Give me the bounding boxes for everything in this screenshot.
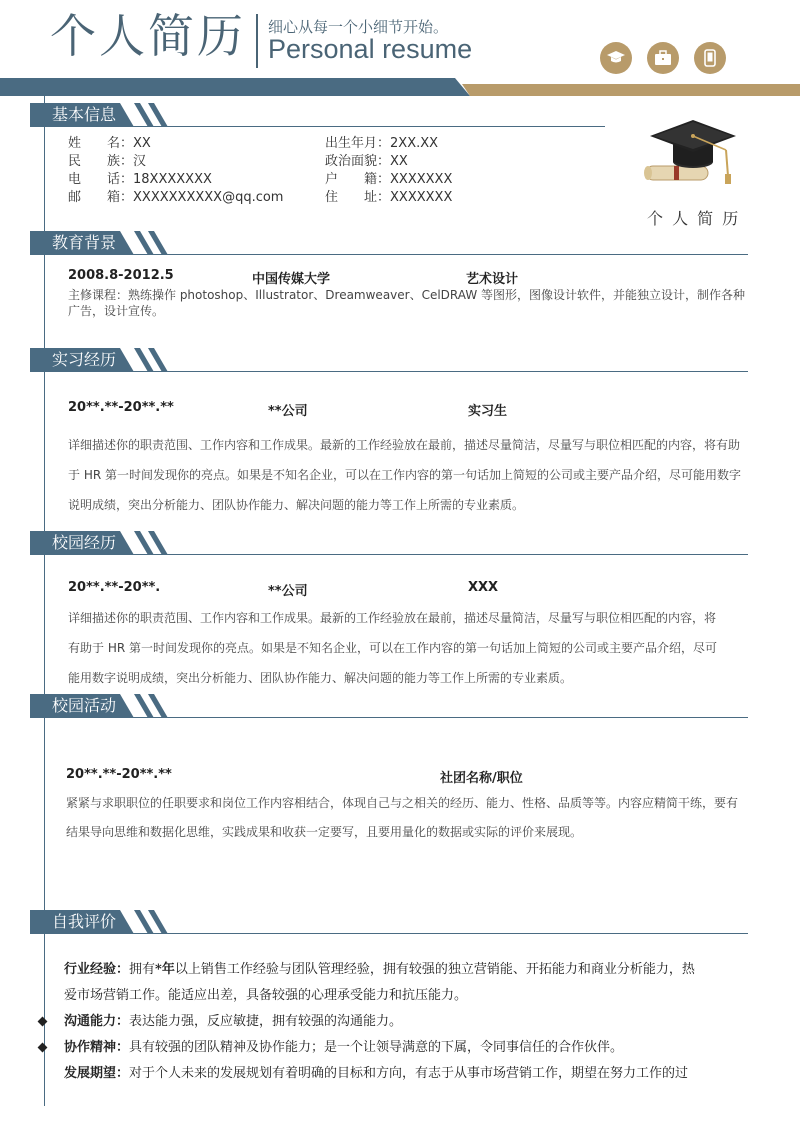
section-header-basic: 基本信息 bbox=[30, 103, 170, 127]
internship-date: 20**.**-20**.** bbox=[68, 400, 174, 415]
campus-company: **公司 bbox=[268, 584, 308, 599]
campus-role: XXX bbox=[468, 580, 499, 595]
title-divider bbox=[256, 14, 258, 68]
activity-role: 社团名称/职位 bbox=[440, 771, 523, 786]
header-band bbox=[0, 78, 470, 96]
self-item-experience: 行业经验：拥有*年以上销售工作经验与团队管理经验，拥有较强的独立营销能、开拓能力和商业分析能力，热 bbox=[64, 962, 695, 977]
basic-info-left: 姓 名：XX 民 族：汉 电 话：18XXXXXXX 邮 箱：XXXXXXXXXX@qq.com bbox=[68, 136, 284, 205]
section-rule bbox=[30, 126, 605, 127]
education-major: 艺术设计 bbox=[466, 272, 519, 287]
campus-date: 20**.**-20**. bbox=[68, 580, 161, 595]
briefcase-icon bbox=[647, 42, 679, 74]
education-date: 2008.8-2012.5 bbox=[68, 268, 174, 283]
phone-icon bbox=[694, 42, 726, 74]
page-subtitle: Personal resume bbox=[268, 34, 473, 64]
activity-description: 紧紧与求职职位的任职要求和岗位工作内容相结合，体现自己与之相关的经历、能力、性格、品质等等。内容应精简干练，要有 结果导向思维和数据化思维，实践成果和收获一定要写，且要用量化的数据或实际的评价来展现。 bbox=[66, 796, 739, 839]
section-header-internship: 实习经历 bbox=[30, 348, 170, 372]
graduation-cap-icon bbox=[600, 42, 632, 74]
internship-description: 详细描述你的职责范围、工作内容和工作成果。最新的工作经验放在最前，描述尽量简洁，尽量写与职位相匹配的内容，将有助 于 HR 第一时间发现你的亮点。如果是不知名企业，可以在工作内容的第一句话加上简短的公司或主要产品介绍，尽可能用数字 说明成绩，突出分析能力、团队协作能力、解决问题的能力等工作上所需的专业素质。 bbox=[68, 438, 741, 512]
section-header-education: 教育背景 bbox=[30, 231, 170, 255]
education-description: 主修课程：熟练操作 photoshop、Illustrator、Dreamweaver、CelDRAW 等图形，图像设计软件，并能独立设计，制作各种 广告，设计宣传。 bbox=[68, 288, 746, 318]
header-band-gold bbox=[462, 84, 800, 96]
photo-caption: 个 人 简 历 bbox=[647, 209, 741, 228]
section-header-activity: 校园活动 bbox=[30, 694, 170, 718]
page-title: 个人简历 bbox=[50, 9, 246, 63]
section-header-self: 自我评价 bbox=[30, 910, 170, 934]
section-rule bbox=[30, 254, 748, 255]
bullet-diamond-icon bbox=[38, 1017, 48, 1027]
self-item-teamwork: 协作精神：具有较强的团队精神及协作能力；是一个让领导满意的下属，令同事信任的合作伙伴。 bbox=[64, 1040, 624, 1055]
internship-role: 实习生 bbox=[468, 404, 508, 419]
section-rule bbox=[30, 554, 748, 555]
basic-info-right: 出生年月：2XX.XX 政治面貌：XX 户 籍：XXXXXXX 住 址：XXXXXXX bbox=[325, 136, 453, 205]
graduation-cap-photo bbox=[638, 114, 738, 198]
section-rule bbox=[30, 371, 748, 372]
internship-company: **公司 bbox=[268, 404, 308, 419]
bullet-diamond-icon bbox=[38, 1043, 48, 1053]
section-rule bbox=[30, 717, 748, 718]
campus-description: 详细描述你的职责范围、工作内容和工作成果。最新的工作经验放在最前，描述尽量简洁，尽量写与职位相匹配的内容，将 有助于 HR 第一时间发现你的亮点。如果是不知名企业，可以在工作内容的第一句话加上简短的公司或主要产品介绍，尽可 能用数字说明成绩，突出分析能力、团队协作能力、解决问题的能力等工作上所需的专业素质。 bbox=[68, 611, 717, 685]
slogan: 细心从每一个小细节开始。 bbox=[268, 18, 449, 36]
self-evaluation: 行业经验：拥有*年以上销售工作经验与团队管理经验，拥有较强的独立营销能、开拓能力和商业分析能力，热 爱市场营销工作。能适应出差，具备较强的心理承受能力和抗压能力。 沟通能力：表达能力强，反应敏捷，拥有较强的沟通能力。 协作精神：具有较强的团队精神及协作能力；是一个让领导满意的下属，令同事信任的合作伙伴。 发展期望：对于个人未来的发展规划有着明确的目标和方向，有志于从事市场营销工作，期望在努力工作的过 bbox=[64, 957, 764, 1087]
section-rule bbox=[30, 933, 748, 934]
activity-date: 20**.**-20**.** bbox=[66, 767, 172, 782]
self-item-goal: 发展期望：对于个人未来的发展规划有着明确的目标和方向，有志于从事市场营销工作，期望在努力工作的过 bbox=[64, 1066, 689, 1081]
self-item-communication: 沟通能力：表达能力强，反应敏捷，拥有较强的沟通能力。 bbox=[64, 1014, 403, 1029]
education-school: 中国传媒大学 bbox=[252, 272, 331, 287]
section-header-campus: 校园经历 bbox=[30, 531, 170, 555]
